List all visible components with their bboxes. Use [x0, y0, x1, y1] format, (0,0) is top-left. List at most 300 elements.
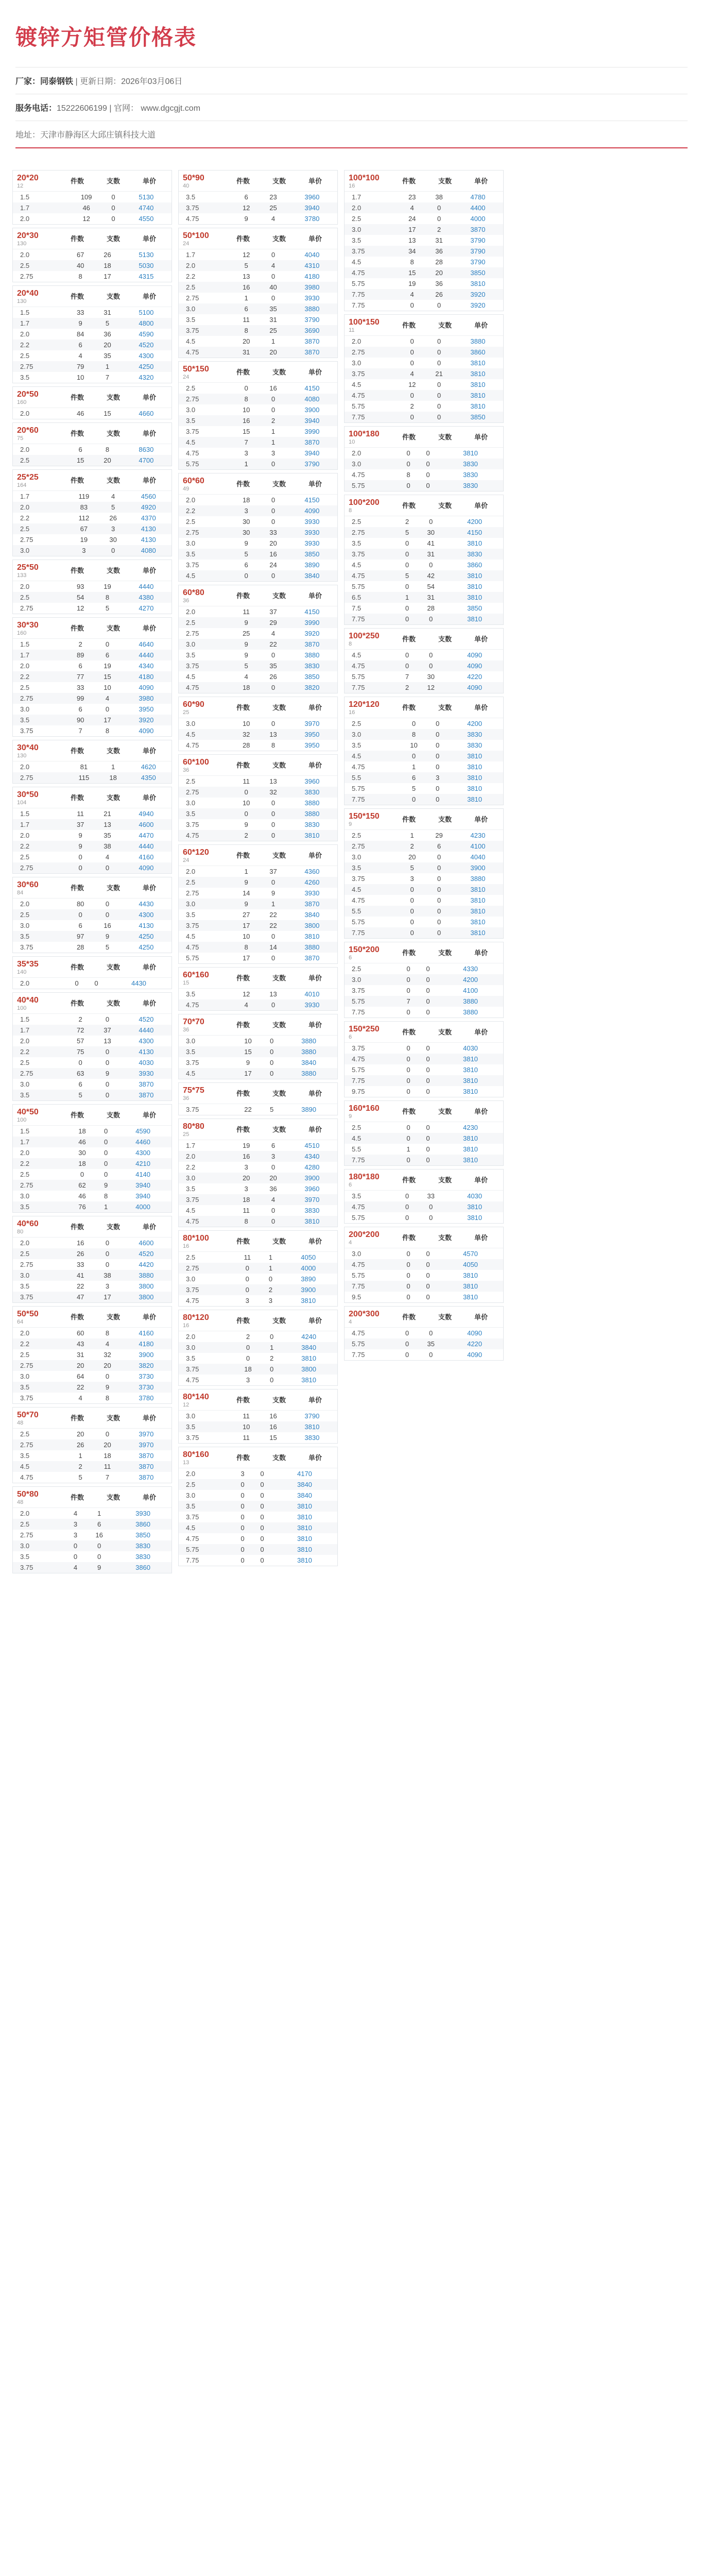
table-row[interactable]: [13, 725, 172, 736]
table-row[interactable]: [13, 1046, 172, 1057]
table-row[interactable]: [179, 1216, 337, 1227]
table-row[interactable]: [13, 372, 172, 383]
table-row[interactable]: [13, 1281, 172, 1292]
table-row[interactable]: [179, 426, 337, 437]
column-header: 件数: [70, 430, 84, 437]
table-row[interactable]: [179, 325, 337, 336]
table-row[interactable]: [179, 606, 337, 617]
table-row[interactable]: [179, 942, 337, 953]
table-row[interactable]: [179, 999, 337, 1010]
table-row[interactable]: [13, 1328, 172, 1338]
table-row[interactable]: [179, 213, 337, 224]
table-row[interactable]: [345, 751, 503, 761]
spec-bundle-count: 16: [349, 709, 355, 716]
table-row[interactable]: [345, 1191, 503, 1201]
table-row[interactable]: [345, 469, 503, 480]
table-row[interactable]: [13, 1338, 172, 1349]
price-cell: 3850: [453, 412, 503, 422]
table-row[interactable]: [179, 394, 337, 404]
table-row[interactable]: [13, 202, 172, 213]
table-row[interactable]: [13, 639, 172, 650]
table-row[interactable]: [345, 985, 503, 996]
table-row[interactable]: [13, 1090, 172, 1100]
table-row[interactable]: [179, 1068, 337, 1079]
table-row[interactable]: [345, 368, 503, 379]
table-row[interactable]: [345, 603, 503, 614]
table-row[interactable]: [345, 873, 503, 884]
table-row[interactable]: [345, 884, 503, 895]
table-row[interactable]: [179, 1522, 337, 1533]
pieces-cell: 9: [244, 215, 248, 223]
pieces-cell: 0: [399, 1075, 418, 1086]
table-row[interactable]: [13, 978, 172, 989]
table-row[interactable]: [13, 1371, 172, 1382]
table-row[interactable]: [179, 448, 337, 459]
table-row[interactable]: [13, 1180, 172, 1191]
thickness-cell: 2.75: [20, 604, 33, 612]
table-row[interactable]: [345, 549, 503, 560]
table-row[interactable]: [13, 1382, 172, 1393]
table-row[interactable]: [179, 819, 337, 830]
table-row[interactable]: [13, 1147, 172, 1158]
table-row[interactable]: [179, 1295, 337, 1306]
table-row[interactable]: [179, 1432, 337, 1443]
website-link[interactable]: www.dgcgjt.com: [141, 104, 201, 113]
table-row[interactable]: [179, 830, 337, 841]
table-row[interactable]: [345, 794, 503, 805]
table-row[interactable]: [13, 1439, 172, 1450]
table-row[interactable]: [179, 549, 337, 560]
table-row[interactable]: [179, 866, 337, 877]
table-row[interactable]: [179, 1205, 337, 1216]
table-row[interactable]: [179, 1375, 337, 1385]
table-row[interactable]: [179, 570, 337, 581]
table-row[interactable]: [13, 192, 172, 202]
table-row[interactable]: [179, 989, 337, 999]
table-row[interactable]: [179, 682, 337, 693]
table-row[interactable]: [179, 1555, 337, 1566]
table-row[interactable]: [13, 260, 172, 271]
table-row[interactable]: [179, 899, 337, 909]
table-row[interactable]: [179, 776, 337, 787]
table-row[interactable]: [345, 347, 503, 358]
table-row[interactable]: [13, 1292, 172, 1302]
table-row[interactable]: [13, 329, 172, 340]
table-row[interactable]: [13, 1562, 172, 1573]
table-row[interactable]: [179, 888, 337, 899]
table-row[interactable]: [13, 271, 172, 282]
table-row[interactable]: [13, 340, 172, 350]
table-row[interactable]: [179, 1183, 337, 1194]
table-row[interactable]: [345, 257, 503, 267]
table-row[interactable]: [179, 404, 337, 415]
table-row[interactable]: [13, 772, 172, 783]
table-row[interactable]: [13, 1551, 172, 1562]
table-row[interactable]: [179, 1173, 337, 1183]
table-row[interactable]: [345, 592, 503, 603]
table-row[interactable]: [179, 249, 337, 260]
spec-card: [178, 844, 338, 964]
table-row[interactable]: [179, 931, 337, 942]
table-row[interactable]: [179, 1046, 337, 1057]
table-row[interactable]: [345, 906, 503, 917]
table-row[interactable]: [345, 841, 503, 852]
table-row[interactable]: [179, 459, 337, 469]
table-row[interactable]: [179, 1194, 337, 1205]
table-row[interactable]: [13, 830, 172, 841]
table-row[interactable]: [345, 412, 503, 422]
table-row[interactable]: [345, 379, 503, 390]
table-row[interactable]: [179, 303, 337, 314]
table-row[interactable]: [345, 1292, 503, 1302]
table-row[interactable]: [13, 1519, 172, 1530]
table-row[interactable]: [13, 213, 172, 224]
table-row[interactable]: [13, 1025, 172, 1036]
table-row[interactable]: [345, 1270, 503, 1281]
table-row[interactable]: [13, 1079, 172, 1090]
table-row[interactable]: [179, 347, 337, 358]
table-row[interactable]: [179, 909, 337, 920]
table-row[interactable]: [179, 1533, 337, 1544]
count-cell: 0: [425, 884, 452, 895]
table-row[interactable]: [13, 909, 172, 920]
table-row[interactable]: [179, 293, 337, 303]
table-row[interactable]: [13, 852, 172, 862]
table-row[interactable]: [345, 996, 503, 1007]
table-row[interactable]: [179, 527, 337, 538]
table-row[interactable]: [345, 729, 503, 740]
table-row[interactable]: [345, 1212, 503, 1223]
table-row[interactable]: [345, 650, 503, 660]
table-row[interactable]: [13, 545, 172, 556]
pieces-cell: 19: [242, 1142, 250, 1149]
table-row[interactable]: [13, 1461, 172, 1472]
spec-bundle-count: 130: [17, 241, 27, 247]
table-row[interactable]: [179, 1252, 337, 1263]
table-row[interactable]: [179, 1263, 337, 1274]
table-row[interactable]: [345, 1086, 503, 1097]
table-row[interactable]: [13, 682, 172, 693]
table-row[interactable]: [13, 581, 172, 592]
table-row[interactable]: [13, 318, 172, 329]
table-row[interactable]: [13, 603, 172, 614]
thickness-cell: 2.5: [20, 1351, 30, 1359]
count-cell: 18: [101, 772, 126, 783]
table-row[interactable]: [179, 1490, 337, 1501]
table-row[interactable]: [13, 1158, 172, 1169]
table-row[interactable]: [345, 1248, 503, 1259]
table-row[interactable]: [345, 927, 503, 938]
pieces-cell: 0: [233, 808, 260, 819]
spec-label-group: [17, 996, 39, 1011]
table-row[interactable]: [13, 1169, 172, 1180]
table-row[interactable]: [13, 1248, 172, 1259]
column-header: 支数: [272, 1396, 286, 1404]
table-row[interactable]: [13, 671, 172, 682]
table-row[interactable]: [13, 1068, 172, 1079]
table-row[interactable]: [345, 772, 503, 783]
price-cell: 3830: [287, 787, 337, 798]
table-row[interactable]: [179, 617, 337, 628]
pieces-cell: 75: [67, 1046, 94, 1057]
table-row[interactable]: [345, 1201, 503, 1212]
table-row[interactable]: [345, 202, 503, 213]
pieces-cell: 0: [399, 1133, 418, 1144]
table-row[interactable]: [13, 534, 172, 545]
table-row[interactable]: [13, 1360, 172, 1371]
table-row[interactable]: [345, 300, 503, 311]
table-row[interactable]: [179, 798, 337, 808]
table-row[interactable]: [13, 1450, 172, 1461]
table-row[interactable]: [345, 1054, 503, 1064]
table-row[interactable]: [179, 920, 337, 931]
table-row[interactable]: [179, 1501, 337, 1512]
pieces-cell: 20: [233, 1173, 260, 1183]
table-row[interactable]: [179, 1284, 337, 1295]
table-row[interactable]: [345, 538, 503, 549]
pieces-cell: 12: [242, 251, 250, 259]
count-cell: 0: [416, 614, 446, 624]
table-row[interactable]: [179, 271, 337, 282]
table-row[interactable]: [179, 740, 337, 751]
table-row[interactable]: [179, 1411, 337, 1421]
column-header: 单价: [474, 816, 488, 823]
column-header: 单价: [142, 1494, 156, 1501]
table-row[interactable]: [13, 592, 172, 603]
table-row[interactable]: [179, 1331, 337, 1342]
table-row[interactable]: [345, 235, 503, 246]
table-row[interactable]: [179, 437, 337, 448]
table-row[interactable]: [345, 1007, 503, 1018]
table-row[interactable]: [179, 1479, 337, 1490]
table-row[interactable]: [179, 314, 337, 325]
table-row[interactable]: [179, 505, 337, 516]
price-cell: 3880: [470, 337, 486, 345]
table-row[interactable]: [345, 267, 503, 278]
table-row[interactable]: [13, 899, 172, 909]
table-row[interactable]: [13, 862, 172, 873]
table-row[interactable]: [13, 1191, 172, 1201]
table-row[interactable]: [179, 516, 337, 527]
table-row[interactable]: [13, 491, 172, 502]
table-row[interactable]: [345, 783, 503, 794]
table-row[interactable]: [345, 289, 503, 300]
table-row[interactable]: [13, 1126, 172, 1137]
table-row[interactable]: [13, 1057, 172, 1068]
table-row[interactable]: [13, 1036, 172, 1046]
table-row[interactable]: [13, 249, 172, 260]
table-row[interactable]: [13, 715, 172, 725]
table-row[interactable]: [345, 1155, 503, 1165]
table-row[interactable]: [345, 581, 503, 592]
table-row[interactable]: [345, 358, 503, 368]
table-row[interactable]: [13, 920, 172, 931]
table-row[interactable]: [13, 819, 172, 830]
table-row[interactable]: [345, 1064, 503, 1075]
table-row[interactable]: [345, 740, 503, 751]
table-row[interactable]: [179, 628, 337, 639]
table-row[interactable]: [179, 560, 337, 570]
table-row[interactable]: [179, 718, 337, 729]
table-row[interactable]: [345, 213, 503, 224]
table-row[interactable]: [345, 448, 503, 459]
table-row[interactable]: [179, 808, 337, 819]
table-row[interactable]: [179, 877, 337, 888]
table-row[interactable]: [13, 444, 172, 455]
table-row[interactable]: [13, 660, 172, 671]
column-header: 支数: [438, 177, 452, 185]
table-row[interactable]: [345, 246, 503, 257]
table-row[interactable]: [345, 1133, 503, 1144]
count-cell: 37: [269, 868, 277, 875]
price-cell: 4300: [121, 909, 172, 920]
table-row[interactable]: [179, 1468, 337, 1479]
thickness-cell: 3.75: [345, 246, 399, 257]
table-row[interactable]: [179, 260, 337, 271]
table-row[interactable]: [345, 570, 503, 581]
table-row[interactable]: [13, 841, 172, 852]
table-row[interactable]: [345, 862, 503, 873]
price-cell: 3880: [121, 1270, 172, 1281]
table-row[interactable]: [345, 336, 503, 347]
spec-size: 120*120: [349, 700, 380, 709]
table-row[interactable]: [345, 761, 503, 772]
table-row[interactable]: [13, 704, 172, 715]
table-row[interactable]: [345, 401, 503, 412]
table-row[interactable]: [13, 1014, 172, 1025]
table-row[interactable]: [13, 307, 172, 318]
table-row[interactable]: [345, 1328, 503, 1338]
table-row[interactable]: [179, 495, 337, 505]
table-row[interactable]: [179, 1512, 337, 1522]
table-row[interactable]: [345, 527, 503, 538]
table-row[interactable]: [345, 390, 503, 401]
table-row[interactable]: [179, 336, 337, 347]
phone-number[interactable]: 15222606199: [57, 104, 107, 113]
count-cell: 17: [94, 1292, 121, 1302]
table-row[interactable]: [13, 361, 172, 372]
table-row[interactable]: [179, 1342, 337, 1353]
table-row[interactable]: [179, 1421, 337, 1432]
page-header: [15, 15, 688, 156]
table-row[interactable]: [345, 974, 503, 985]
table-row[interactable]: [345, 1281, 503, 1292]
table-row[interactable]: [179, 953, 337, 963]
table-row[interactable]: [179, 639, 337, 650]
table-row[interactable]: [179, 1544, 337, 1555]
table-row[interactable]: [13, 1429, 172, 1439]
table-row[interactable]: [13, 761, 172, 772]
table-row[interactable]: [13, 1472, 172, 1483]
table-row[interactable]: [13, 1540, 172, 1551]
table-row[interactable]: [13, 693, 172, 704]
thickness-cell: 3.75: [186, 1434, 199, 1442]
table-row[interactable]: [179, 1274, 337, 1284]
table-row[interactable]: [345, 1338, 503, 1349]
table-row[interactable]: [345, 1043, 503, 1054]
table-row[interactable]: [179, 660, 337, 671]
table-row[interactable]: [179, 538, 337, 549]
table-row[interactable]: [179, 415, 337, 426]
table-row[interactable]: [13, 650, 172, 660]
table-row[interactable]: [13, 455, 172, 466]
table-row[interactable]: [345, 682, 503, 693]
table-row[interactable]: [345, 480, 503, 491]
table-row[interactable]: [345, 852, 503, 862]
table-row[interactable]: [13, 1238, 172, 1248]
table-row[interactable]: [345, 224, 503, 235]
table-row[interactable]: [179, 1057, 337, 1068]
table-row[interactable]: [179, 671, 337, 682]
table-row[interactable]: [345, 459, 503, 469]
table-row[interactable]: [13, 408, 172, 419]
table-row[interactable]: [13, 931, 172, 942]
pieces-cell: 43: [67, 1338, 94, 1349]
table-row[interactable]: [345, 660, 503, 671]
table-row[interactable]: [13, 1270, 172, 1281]
table-row[interactable]: [345, 1075, 503, 1086]
table-row[interactable]: [345, 1144, 503, 1155]
table-row[interactable]: [345, 192, 503, 202]
count-cell: 5: [105, 943, 110, 951]
table-row[interactable]: [345, 718, 503, 729]
table-row[interactable]: [13, 502, 172, 513]
thickness-cell: 4.75: [186, 741, 199, 749]
table-row[interactable]: [179, 192, 337, 202]
table-row[interactable]: [13, 523, 172, 534]
table-row[interactable]: [13, 1530, 172, 1540]
table-row[interactable]: [179, 1364, 337, 1375]
table-row[interactable]: [13, 1393, 172, 1403]
table-row[interactable]: [345, 614, 503, 624]
table-row[interactable]: [13, 350, 172, 361]
table-row[interactable]: [179, 1151, 337, 1162]
table-row[interactable]: [345, 1122, 503, 1133]
table-row[interactable]: [179, 282, 337, 293]
table-row[interactable]: [13, 1259, 172, 1270]
pieces-cell: 77: [67, 671, 94, 682]
table-row[interactable]: [179, 1162, 337, 1173]
table-row[interactable]: [179, 1353, 337, 1364]
table-row[interactable]: [179, 650, 337, 660]
table-row[interactable]: [13, 1508, 172, 1519]
table-row[interactable]: [345, 895, 503, 906]
table-row[interactable]: [345, 278, 503, 289]
table-row[interactable]: [179, 1140, 337, 1151]
table-row[interactable]: [13, 513, 172, 523]
table-row[interactable]: [179, 1104, 337, 1115]
table-row[interactable]: [179, 1036, 337, 1046]
table-row[interactable]: [345, 560, 503, 570]
table-row[interactable]: [13, 1349, 172, 1360]
table-row[interactable]: [345, 1259, 503, 1270]
table-row[interactable]: [13, 942, 172, 953]
table-row[interactable]: [179, 729, 337, 740]
table-row[interactable]: [13, 1137, 172, 1147]
table-row[interactable]: [345, 830, 503, 841]
table-row[interactable]: [179, 383, 337, 394]
table-row[interactable]: [345, 1349, 503, 1360]
count-cell: 22: [260, 920, 286, 931]
table-row[interactable]: [345, 516, 503, 527]
table-row[interactable]: [345, 917, 503, 927]
table-row[interactable]: [179, 202, 337, 213]
table-row[interactable]: [13, 1201, 172, 1212]
table-row[interactable]: [345, 963, 503, 974]
table-row[interactable]: [179, 787, 337, 798]
table-row[interactable]: [13, 808, 172, 819]
table-row[interactable]: [345, 671, 503, 682]
